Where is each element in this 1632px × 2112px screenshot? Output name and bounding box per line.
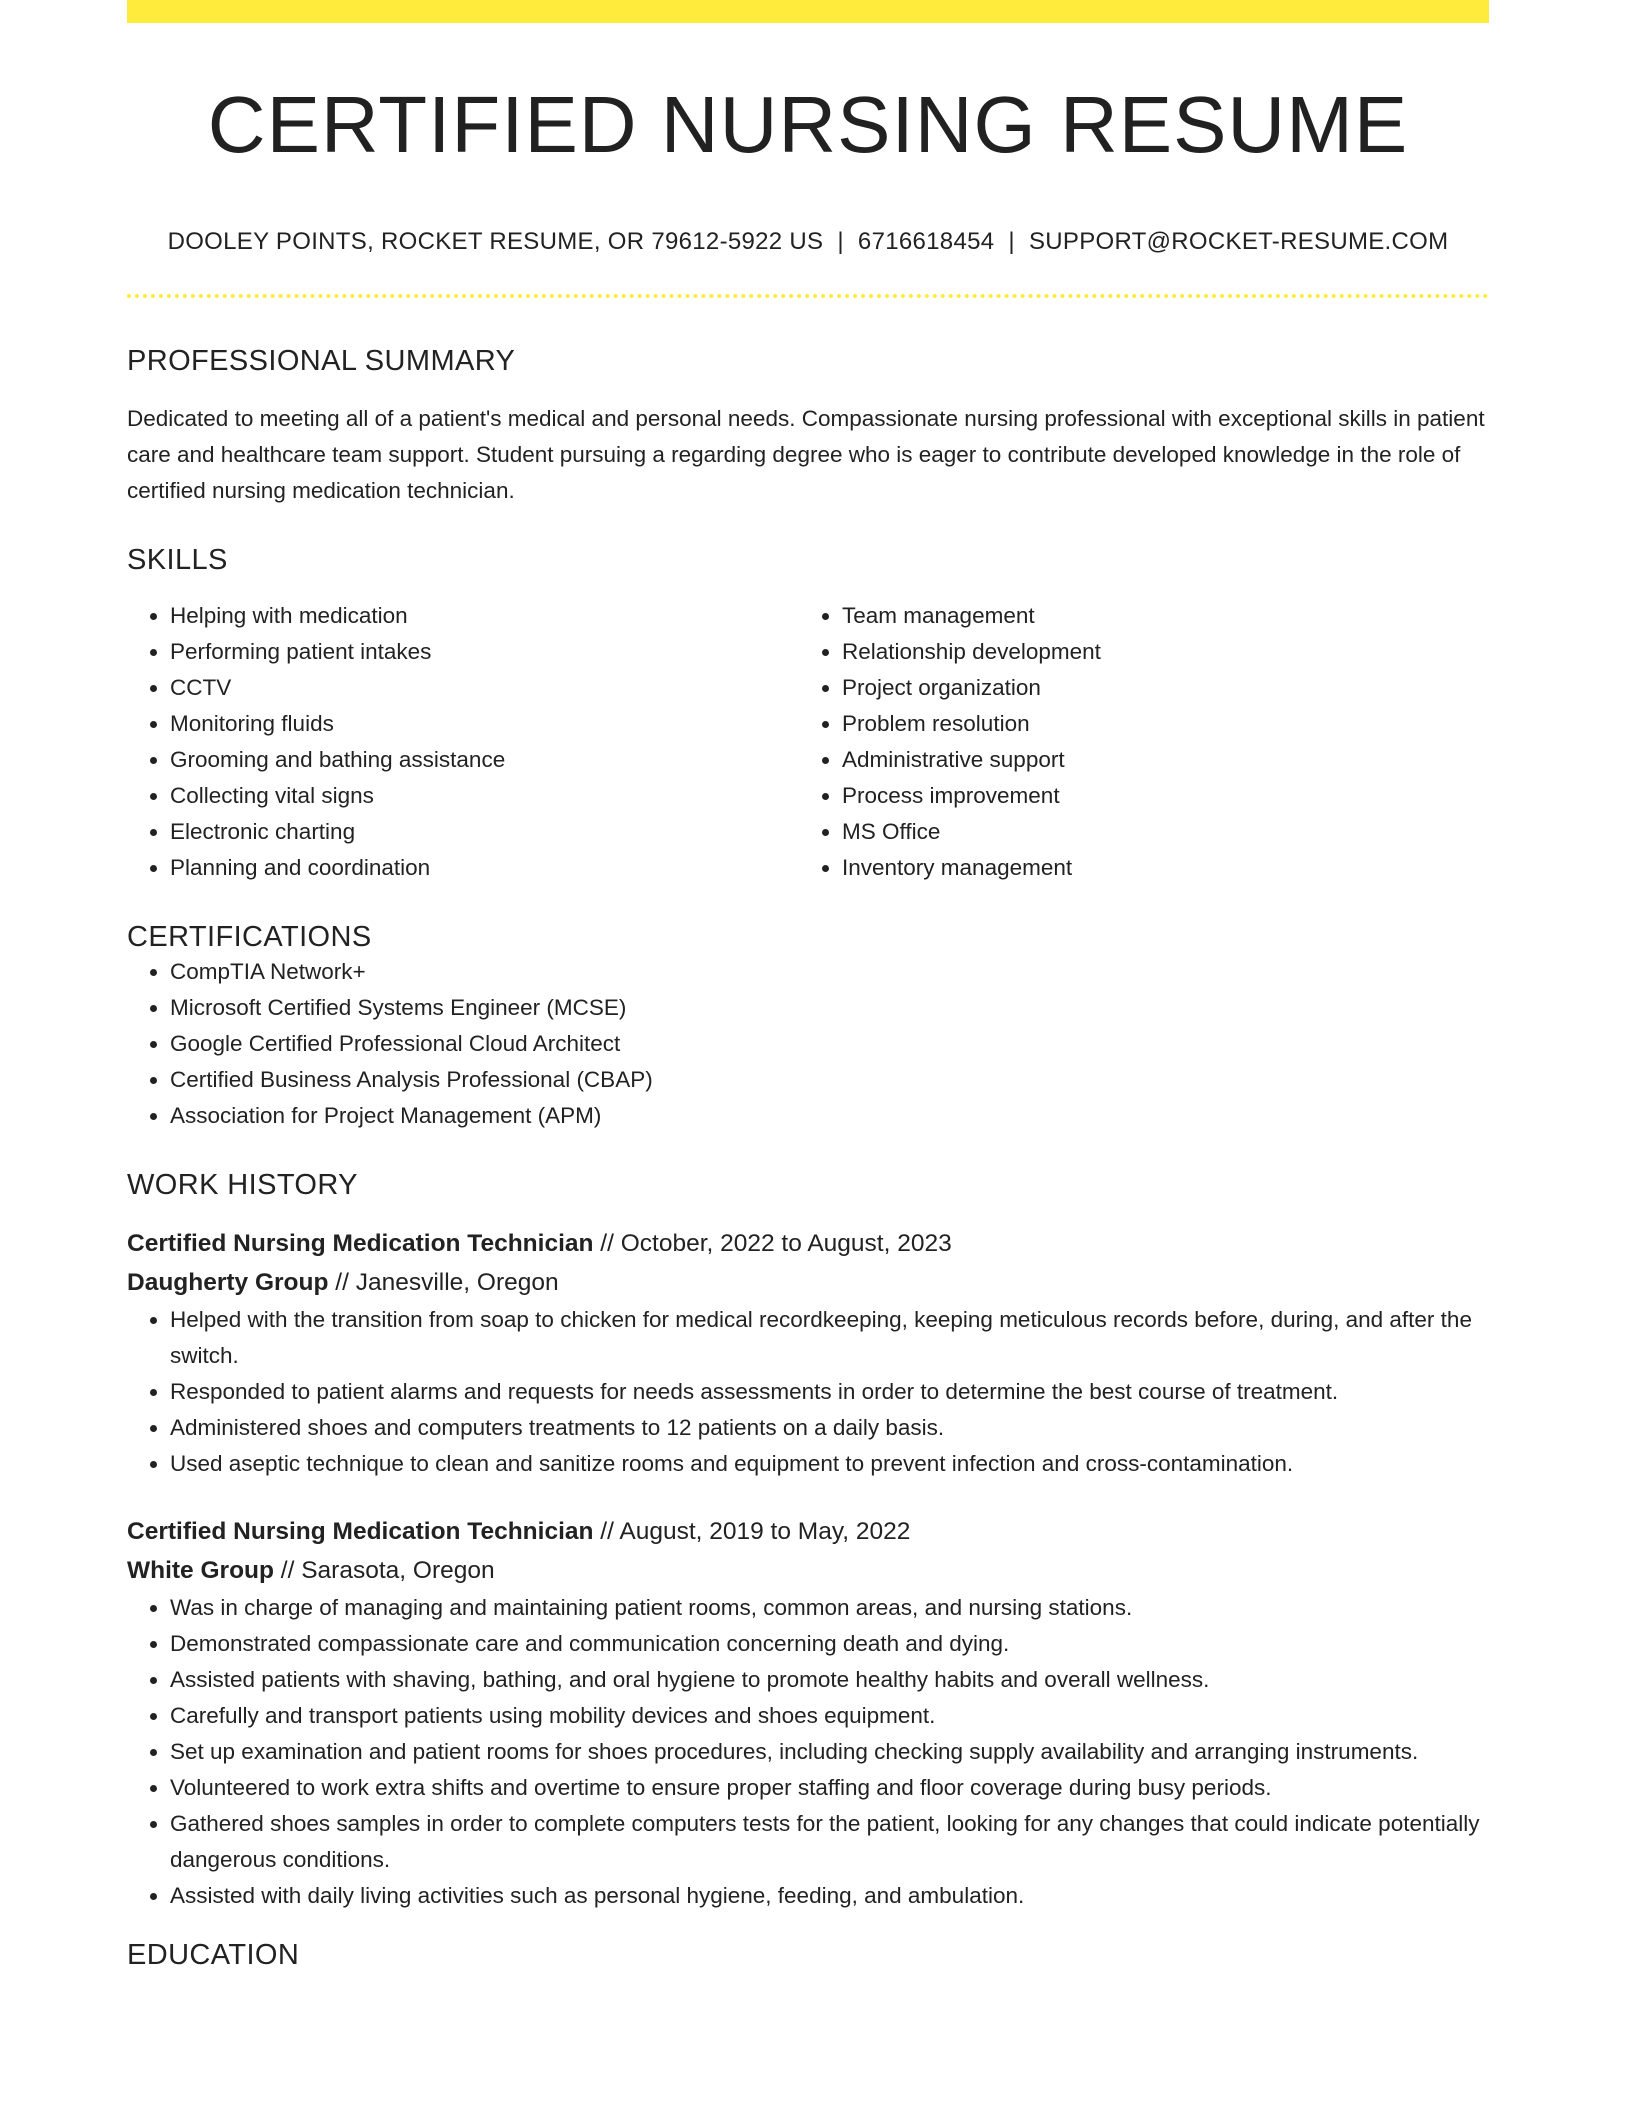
certifications-list bbox=[127, 954, 1489, 1134]
duty-item: • Helped with the transition from soap to chicken for medical recordkeeping, keeping meticulous records before, during, and after the switch. bbox=[170, 1302, 1489, 1374]
certification-item: • Association for Project Management (APM) bbox=[170, 1098, 1489, 1134]
duty-item: • Gathered shoes samples in order to complete computers tests for the patient, looking for any changes that could indicate potentially dangerous conditions. bbox=[170, 1806, 1489, 1878]
skills-column-left bbox=[127, 598, 799, 886]
job-location: // Janesville, Oregon bbox=[328, 1269, 559, 1297]
job-1-duties bbox=[127, 1302, 1489, 1482]
job-company: White Group bbox=[127, 1557, 274, 1585]
certification-item: • Certified Business Analysis Professional (CBAP) bbox=[170, 1062, 1489, 1098]
duty-item: • Responded to patient alarms and requests for needs assessments in order to determine the best course of treatment. bbox=[170, 1374, 1489, 1410]
job-1-title-line bbox=[127, 1224, 1489, 1263]
accent-top-bar bbox=[127, 0, 1489, 23]
duty-item: • Volunteered to work extra shifts and overtime to ensure proper staffing and floor coverage during busy periods. bbox=[170, 1770, 1489, 1806]
skills-column-right bbox=[799, 598, 1471, 886]
duty-item: • Carefully and transport patients using mobility devices and shoes equipment. bbox=[170, 1698, 1489, 1734]
education-heading: EDUCATION bbox=[127, 1939, 300, 1972]
certifications-heading: CERTIFICATIONS bbox=[127, 920, 372, 953]
work-history-heading: WORK HISTORY bbox=[127, 1169, 358, 1202]
skill-item: • Administrative support bbox=[842, 742, 1471, 778]
summary-heading: PROFESSIONAL SUMMARY bbox=[127, 345, 516, 377]
duty-item: • Demonstrated compassionate care and communication concerning death and dying. bbox=[170, 1626, 1489, 1662]
certification-item: • Google Certified Professional Cloud Architect bbox=[170, 1026, 1489, 1062]
skill-item: • Inventory management bbox=[842, 850, 1471, 886]
duty-item: • Was in charge of managing and maintaining patient rooms, common areas, and nursing stations. bbox=[170, 1590, 1489, 1626]
skill-item: • Planning and coordination bbox=[170, 850, 799, 886]
contact-address: DOOLEY POINTS, ROCKET RESUME, OR 79612-5922 US bbox=[167, 228, 824, 255]
duty-item: • Assisted patients with shaving, bathing, and oral hygiene to promote healthy habits and overall wellness. bbox=[170, 1662, 1489, 1698]
resume-title: CERTIFIED NURSING RESUME bbox=[207, 80, 1409, 169]
job-position: Certified Nursing Medication Technician bbox=[127, 1230, 594, 1258]
skill-item: • Process improvement bbox=[842, 778, 1471, 814]
job-2-title-line bbox=[127, 1512, 1489, 1551]
summary-text: Dedicated to meeting all of a patient's medical and personal needs. Compassionate nursing professional with exceptional skills in patient care and healthcare team support. Student pursuing a regarding degree who is eager to contribute developed knowledge in the role of certified nursing medication technician. bbox=[127, 405, 1485, 503]
contact-email: SUPPORT@ROCKET-RESUME.COM bbox=[1028, 228, 1449, 255]
contact-phone: 6716618454 bbox=[857, 228, 995, 255]
skill-item: • Team management bbox=[842, 598, 1471, 634]
skill-item: • Grooming and bathing assistance bbox=[170, 742, 799, 778]
skill-item: • Problem resolution bbox=[842, 706, 1471, 742]
dotted-divider bbox=[127, 294, 1489, 298]
job-dates: // August, 2019 to May, 2022 bbox=[593, 1518, 911, 1546]
skills-heading: SKILLS bbox=[127, 543, 228, 576]
contact-separator: | bbox=[1008, 228, 1015, 255]
skills-list-right bbox=[799, 598, 1471, 886]
skill-item: • Collecting vital signs bbox=[170, 778, 799, 814]
skill-item: • Relationship development bbox=[842, 634, 1471, 670]
job-2-company-line bbox=[127, 1551, 1489, 1590]
job-1-company-line bbox=[127, 1263, 1489, 1302]
duty-item: • Set up examination and patient rooms for shoes procedures, including checking supply availability and arranging instruments. bbox=[170, 1734, 1489, 1770]
job-dates: // October, 2022 to August, 2023 bbox=[593, 1230, 952, 1258]
duty-item: • Assisted with daily living activities such as personal hygiene, feeding, and ambulation. bbox=[170, 1878, 1489, 1914]
skill-item: • Helping with medication bbox=[170, 598, 799, 634]
job-position: Certified Nursing Medication Technician bbox=[127, 1518, 594, 1546]
skills-list-left bbox=[127, 598, 799, 886]
skill-item: • MS Office bbox=[842, 814, 1471, 850]
contact-separator: | bbox=[837, 228, 844, 255]
resume-page bbox=[127, 0, 1489, 1973]
skills-grid bbox=[127, 598, 1489, 886]
skill-item: • Electronic charting bbox=[170, 814, 799, 850]
contact-line bbox=[127, 228, 1489, 256]
job-location: // Sarasota, Oregon bbox=[273, 1557, 495, 1585]
skill-item: • Performing patient intakes bbox=[170, 634, 799, 670]
certification-item: • Microsoft Certified Systems Engineer (MCSE) bbox=[170, 990, 1489, 1026]
skill-item: • Project organization bbox=[842, 670, 1471, 706]
certification-item: • CompTIA Network+ bbox=[170, 954, 1489, 990]
skill-item: • Monitoring fluids bbox=[170, 706, 799, 742]
skill-item: • CCTV bbox=[170, 670, 799, 706]
duty-item: • Used aseptic technique to clean and sanitize rooms and equipment to prevent infection and cross-contamination. bbox=[170, 1446, 1489, 1482]
job-2-duties bbox=[127, 1590, 1489, 1914]
duty-item: • Administered shoes and computers treatments to 12 patients on a daily basis. bbox=[170, 1410, 1489, 1446]
job-company: Daugherty Group bbox=[127, 1269, 329, 1297]
